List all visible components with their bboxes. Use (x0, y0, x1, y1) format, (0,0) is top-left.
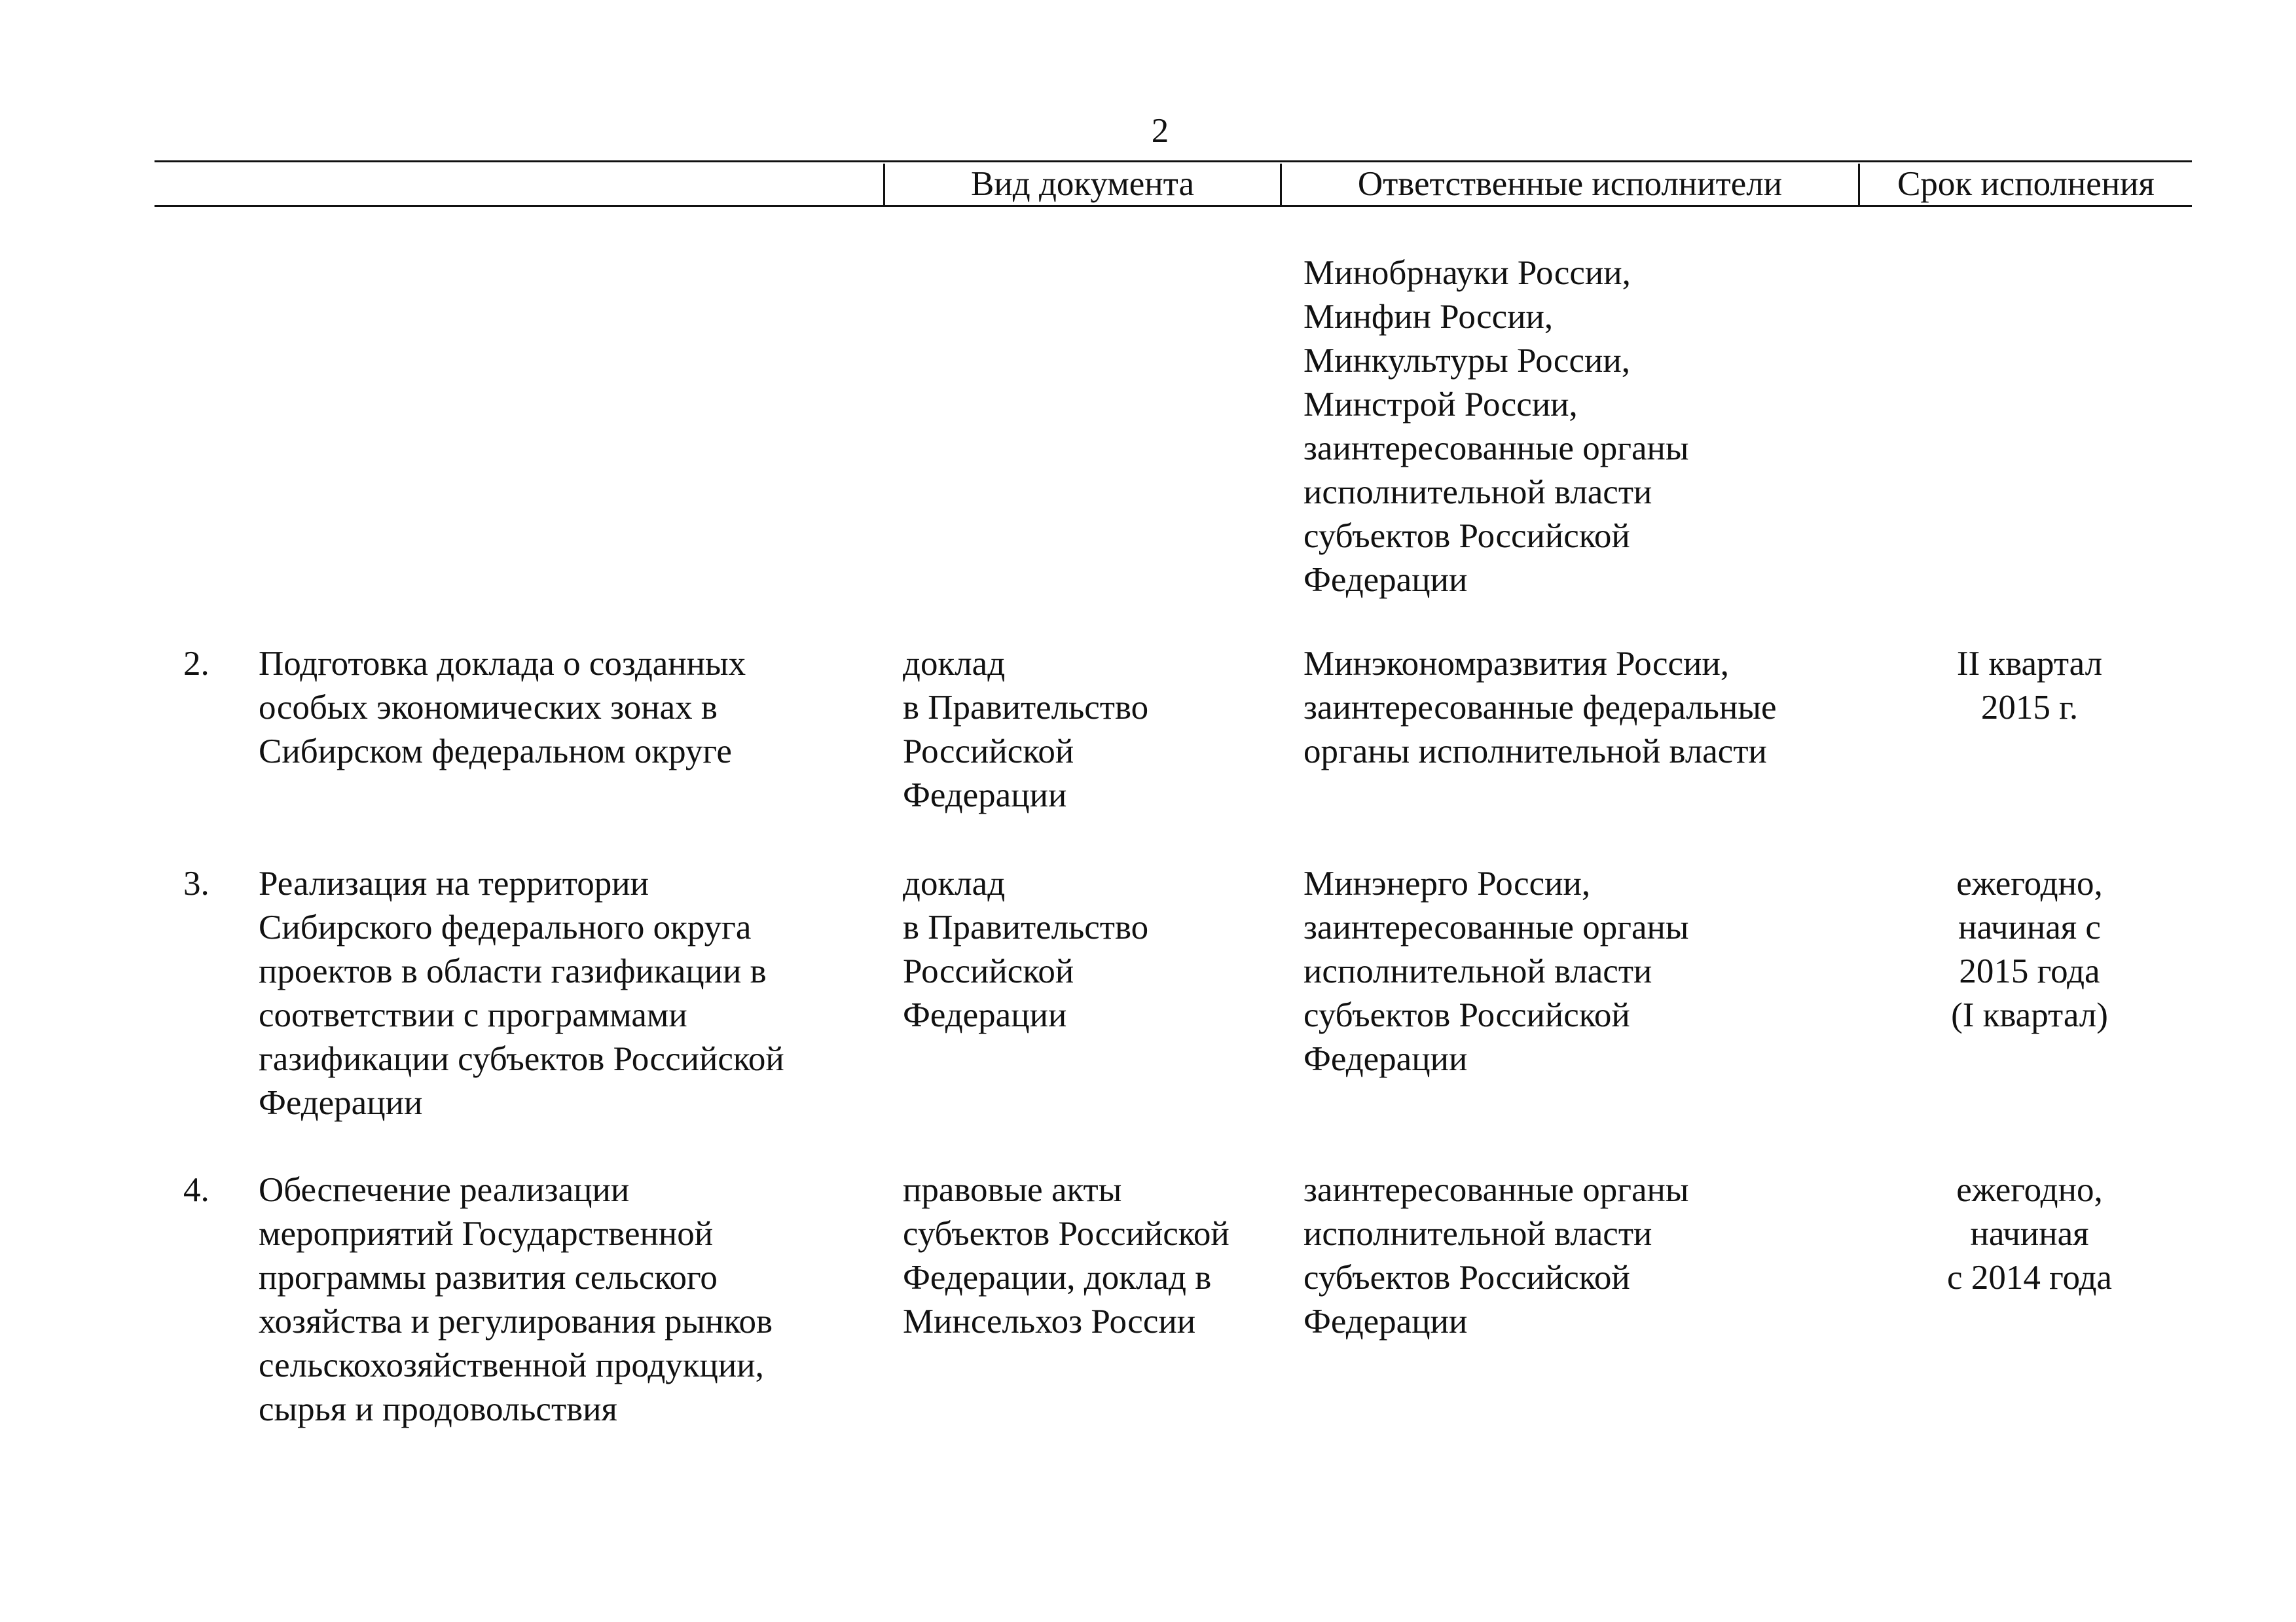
row-measure: Обеспечение реализации мероприятий Государственной программы развития сельского хозяйства и регулирования рынков сельскохозяйственной продукции, сырья и продовольствия (259, 1171, 773, 1428)
row-number: 4. (183, 1171, 210, 1209)
row-document-type: правовые акты субъектов Российской Федерации, доклад в Минсельхоз России (903, 1171, 1230, 1341)
row-deadline: ежегодно, начиная с 2014 года (1947, 1171, 2112, 1297)
row-responsible: Минэнерго России, заинтересованные органы исполнительной власти субъектов Российской Федерации (1303, 865, 1689, 1078)
header-document-type: Вид документа (971, 165, 1194, 203)
row-number: 2. (183, 645, 210, 683)
row-document-type: доклад в Правительство Российской Федерации (903, 865, 1149, 1034)
row-deadline: ежегодно, начиная с 2015 года (I квартал) (1951, 865, 2108, 1034)
row-measure: Подготовка доклада о созданных особых экономических зонах в Сибирском федеральном округе (259, 645, 746, 770)
row-responsible: заинтересованные органы исполнительной власти субъектов Российской Федерации (1303, 1171, 1689, 1341)
header-deadline: Срок исполнения (1897, 165, 2155, 203)
header-responsible: Ответственные исполнители (1357, 165, 1783, 203)
header-bottom-rule (155, 205, 2192, 207)
row-measure: Реализация на территории Сибирского федерального округа проектов в области газификации в соответствии с программами газификации субъектов Российской Федерации (259, 865, 784, 1122)
continuation-responsible: Минобрнауки России, Минфин России, Минкультуры России, Минстрой России, заинтересованные органы исполнительной власти субъектов Российской Федерации (1303, 254, 1689, 599)
row-document-type: доклад в Правительство Российской Федерации (903, 645, 1149, 814)
row-deadline: II квартал 2015 г. (1956, 645, 2103, 727)
row-responsible: Минэкономразвития России, заинтересованные федеральные органы исполнительной власти (1303, 645, 1777, 770)
header-top-rule (155, 160, 2192, 162)
row-number: 3. (183, 865, 210, 903)
page-number: 2 (1151, 112, 1169, 150)
